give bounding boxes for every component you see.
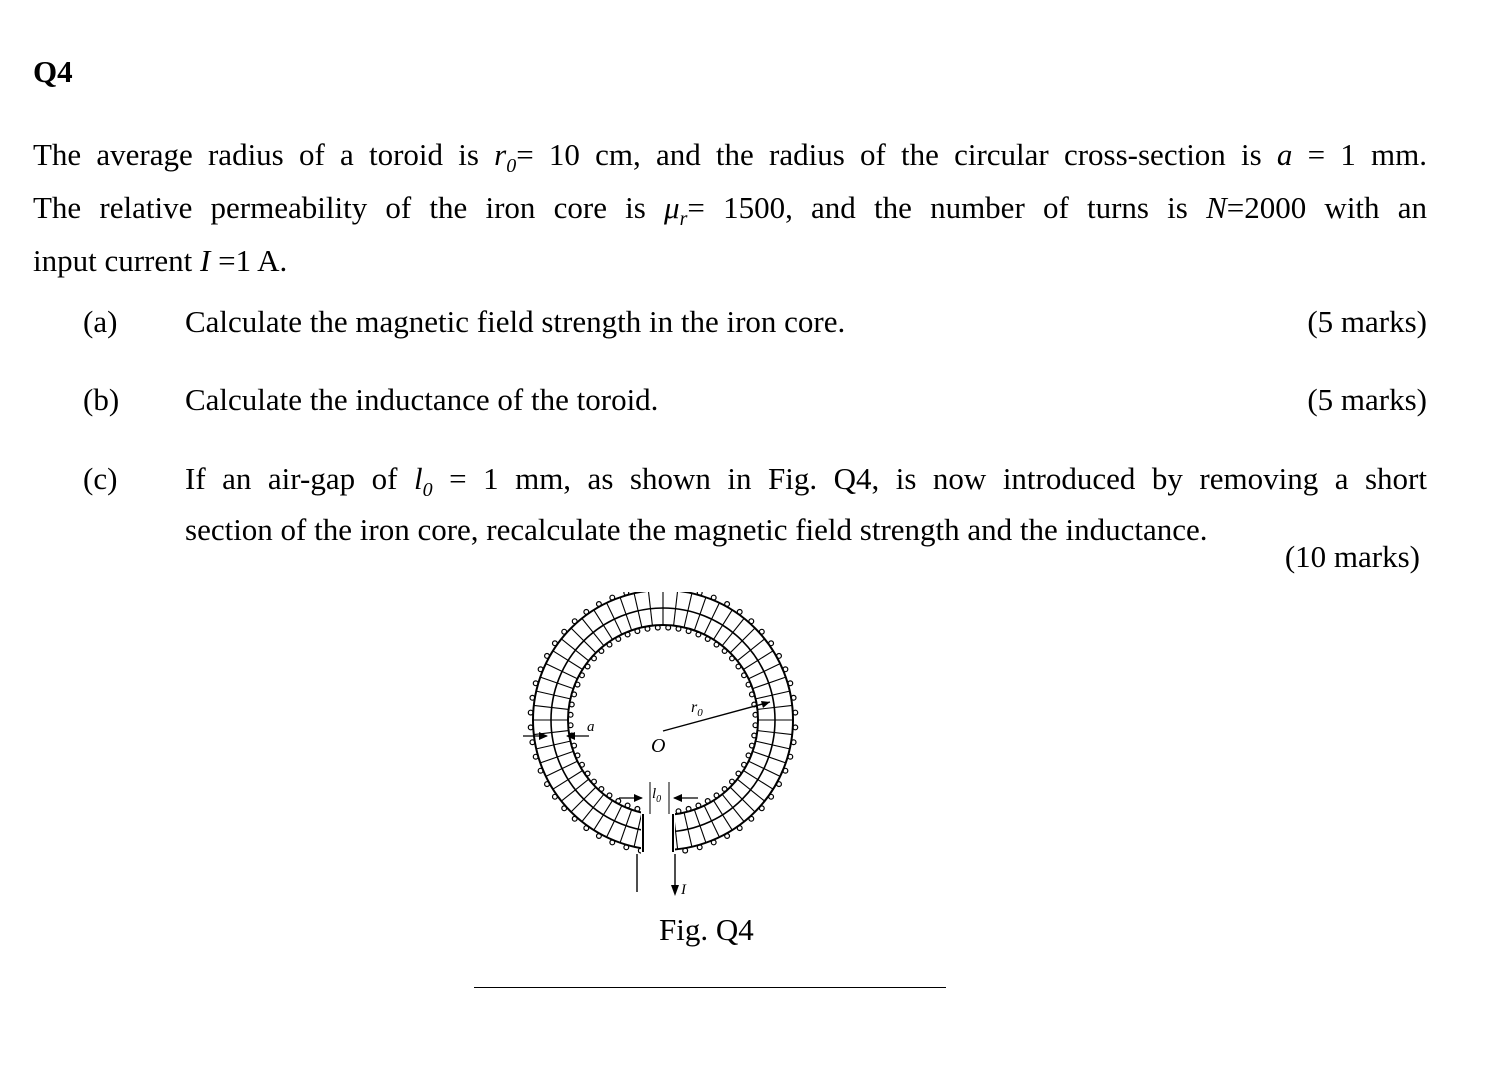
winding-bead-inner [607, 642, 612, 647]
winding-bead-outer [545, 654, 550, 659]
winding-bead-inner [742, 762, 747, 767]
winding-bead-outer [769, 641, 774, 646]
winding-bead-outer [624, 592, 629, 595]
winding-bead-outer [769, 794, 774, 799]
winding-bead-inner [580, 762, 585, 767]
winding-bead-outer [777, 782, 782, 787]
winding-bead-outer [749, 816, 754, 821]
winding-bead-inner [592, 656, 597, 661]
l0-label: $l_0$ [652, 786, 662, 805]
winding-bead-inner [730, 656, 735, 661]
winding-bead-outer [584, 826, 589, 831]
winding-bead-inner [599, 787, 604, 792]
center-label: O [651, 735, 666, 757]
winding-line [749, 761, 781, 776]
part-a-text: Calculate the magnetic field strength in the iron core. [185, 304, 846, 339]
winding-bead-outer [725, 834, 730, 839]
winding-bead-outer [737, 826, 742, 831]
winding-bead-inner [730, 779, 735, 784]
winding-bead-outer [562, 806, 567, 811]
winding-bead-inner [714, 793, 719, 798]
winding-bead-inner [655, 810, 660, 815]
toroid-figure [515, 592, 815, 902]
winding-bead-inner [580, 673, 585, 678]
r0-label: $r_0$ [691, 699, 703, 719]
a-label: a [587, 719, 595, 735]
l0-dim-right-arrow [673, 794, 682, 802]
winding-bead-outer [759, 629, 764, 634]
winding-line [743, 651, 773, 670]
l0-dim-left-arrow [634, 794, 643, 802]
winding-bead-inner [742, 673, 747, 678]
intro-line-2: The relative permeability of the iron core is $\mu_r= 1500$, and the number of turns is N=2000 with an [33, 190, 1428, 231]
current-label: I [681, 882, 686, 898]
part-b-text: Calculate the inductance of the toroid. [185, 382, 659, 417]
winding-bead-inner [722, 649, 727, 654]
winding-bead-inner [607, 793, 612, 798]
winding-bead-inner [585, 771, 590, 776]
winding-bead-outer [725, 602, 730, 607]
winding-bead-inner [714, 642, 719, 647]
winding-bead-inner [722, 787, 727, 792]
part-c-line-1: If an air-gap of $l_0 = 1$ mm, as shown in Fig. Q4, is now introduced by removing a short [185, 461, 1427, 502]
winding-bead-inner [666, 810, 671, 815]
winding-bead-inner [585, 664, 590, 669]
current-arrow [671, 885, 679, 896]
winding-bead-outer [572, 619, 577, 624]
winding-line [648, 814, 652, 849]
part-c-text [185, 459, 1427, 550]
winding-lines [533, 592, 793, 850]
winding-bead-inner [599, 649, 604, 654]
winding-line [594, 800, 613, 830]
winding-bead-outer [553, 641, 558, 646]
winding-line [607, 806, 622, 838]
winding-bead-inner [736, 664, 741, 669]
radius-arrowhead [761, 701, 770, 708]
winding-bead-outer [697, 592, 702, 595]
winding-bead-outer [545, 782, 550, 787]
winding-line [607, 603, 622, 635]
winding-line [553, 651, 583, 670]
winding-line [553, 771, 583, 790]
question-intro [33, 134, 1427, 282]
winding-bead-outer [749, 619, 754, 624]
winding-bead-outer [553, 794, 558, 799]
winding-line [594, 610, 613, 640]
winding-line [704, 806, 719, 838]
winding-bead-outer [653, 850, 658, 855]
winding-bead-outer [572, 816, 577, 821]
figure-caption: Fig. Q4 [659, 912, 754, 947]
intro-line-3: input current I =1 A. [33, 243, 288, 279]
winding-line [704, 603, 719, 635]
part-b-marks: (5 marks) [1307, 382, 1427, 417]
winding-line [714, 800, 733, 830]
winding-bead-outer [562, 629, 567, 634]
winding-bead-outer [759, 806, 764, 811]
winding-line [546, 664, 578, 679]
winding-bead-inner [645, 809, 650, 814]
winding-bead-outer [597, 834, 602, 839]
part-c-marks: (10 marks) [1284, 539, 1420, 574]
winding-bead-inner [616, 637, 621, 642]
winding-bead-outer [584, 610, 589, 615]
winding-bead-outer [777, 654, 782, 659]
winding-bead-inner [592, 779, 597, 784]
winding-bead-inner [705, 637, 710, 642]
part-b-label: (b) [83, 382, 120, 417]
winding-bead-inner [736, 771, 741, 776]
winding-line [743, 771, 773, 790]
winding-bead-outer [597, 602, 602, 607]
winding-bead-inner [705, 799, 710, 804]
winding-line [714, 610, 733, 640]
toroid-core [528, 592, 797, 855]
winding-bead-inner [616, 799, 621, 804]
part-a-label: (a) [83, 304, 118, 339]
question-title: Q4 [33, 54, 73, 89]
part-c-line-2: section of the iron core, recalculate the magnetic field strength and the inductance. [185, 512, 1208, 548]
winding-line [749, 664, 781, 679]
end-rule [474, 987, 946, 988]
intro-line-1: The average radius of a toroid is $r_0= 10$ cm, and the radius of the circular cross-section is a = 1 mm. [33, 137, 1428, 178]
part-a-marks: (5 marks) [1307, 304, 1427, 339]
part-c [83, 459, 1427, 579]
part-c-label: (c) [83, 461, 118, 496]
winding-bead-outer [737, 610, 742, 615]
winding-line [546, 761, 578, 776]
